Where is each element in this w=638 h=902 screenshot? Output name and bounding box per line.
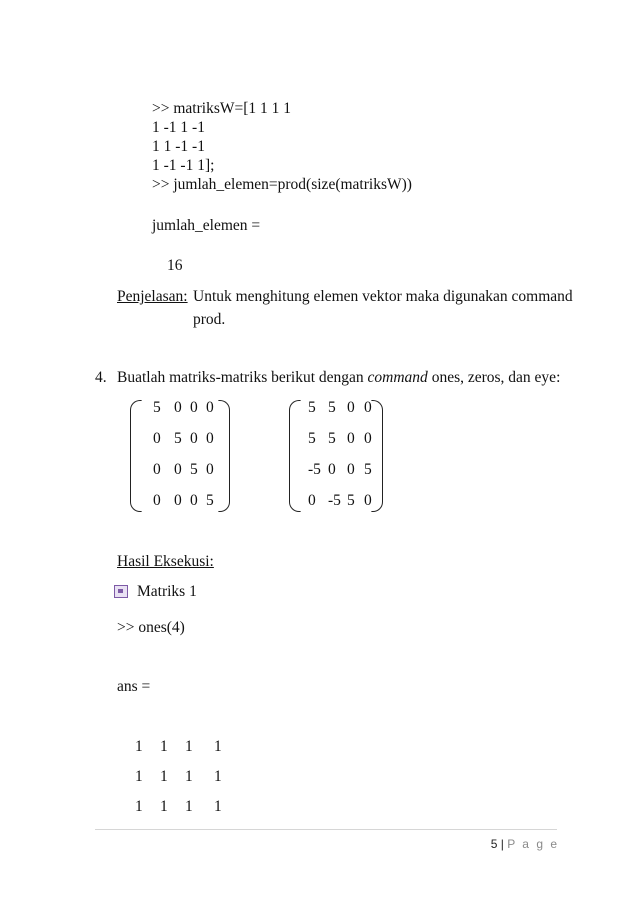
task-text — [117, 369, 560, 387]
matrix-2-right-bracket — [371, 400, 383, 512]
matrix-1-cell: 0 — [174, 492, 182, 509]
ans-row-cell: 1 — [160, 738, 168, 755]
matrix-1-cell: 0 — [190, 492, 198, 509]
bullet-label: Matriks 1 — [137, 583, 197, 600]
ans-row-cell: 1 — [214, 798, 222, 815]
matrix-2-cell: 0 — [347, 430, 355, 447]
matrix-2-cell: 0 — [347, 461, 355, 478]
task-number: 4. — [95, 369, 107, 386]
page-word: P a g e — [507, 837, 559, 851]
matrix-2-cell: 0 — [364, 430, 372, 447]
task-text-prefix: Buatlah matriks-matriks berikut dengan — [117, 369, 368, 386]
matrix-1-cell: 5 — [206, 492, 214, 509]
explanation-label: Penjelasan: — [117, 288, 188, 305]
matrix-2-cell: 5 — [308, 430, 316, 447]
matrix-1-cell: 0 — [206, 430, 214, 447]
matrix-2-cell: 5 — [328, 430, 336, 447]
code-line: >> jumlah_elemen=prod(size(matriksW)) — [152, 176, 412, 193]
ans-row-cell: 1 — [135, 768, 143, 785]
matrix-1-cell: 5 — [190, 461, 198, 478]
matrix-2-cell: -5 — [328, 492, 341, 509]
matrix-2-left-bracket — [289, 400, 301, 512]
command-line: >> ones(4) — [117, 619, 185, 636]
explanation-text-line1: Untuk menghitung elemen vektor maka digunakan command — [193, 288, 573, 305]
explanation-text-line2: prod. — [193, 311, 226, 328]
ans-label: ans = — [117, 678, 151, 695]
ans-row-cell: 1 — [214, 768, 222, 785]
ans-row-cell: 1 — [185, 798, 193, 815]
matrix-1-cell: 0 — [174, 461, 182, 478]
matrix-1-cell: 0 — [153, 492, 161, 509]
matrix-2-cell: 0 — [308, 492, 316, 509]
code-line: >> matriksW=[1 1 1 1 — [152, 100, 292, 117]
result-value: 16 — [167, 257, 183, 274]
matrix-1-left-bracket — [130, 400, 142, 512]
matrix-2-cell: 5 — [347, 492, 355, 509]
matrix-1-cell: 0 — [153, 461, 161, 478]
code-line: 1 -1 1 -1 — [152, 119, 205, 136]
footer-separator: | — [500, 837, 504, 851]
task-text-suffix: ones, zeros, dan eye: — [427, 369, 561, 386]
matrix-2-cell: 0 — [364, 399, 372, 416]
matrix-1-right-bracket — [218, 400, 230, 512]
matrix-1-cell: 0 — [190, 430, 198, 447]
ans-row-cell: 1 — [135, 738, 143, 755]
ans-row-cell: 1 — [160, 768, 168, 785]
matrix-2-cell: 0 — [328, 461, 336, 478]
matrix-2-cell: -5 — [308, 461, 321, 478]
result-label: jumlah_elemen = — [152, 217, 261, 234]
ans-row-cell: 1 — [185, 738, 193, 755]
code-line: 1 1 -1 -1 — [152, 138, 205, 155]
matrix-2-cell: 0 — [364, 492, 372, 509]
page-number: 5 — [490, 837, 498, 851]
matrix-1-cell: 5 — [174, 430, 182, 447]
matrix-1-cell: 0 — [190, 399, 198, 416]
ans-row-cell: 1 — [160, 798, 168, 815]
matrix-1-cell: 0 — [153, 430, 161, 447]
bullet-square-icon — [114, 585, 128, 598]
ans-row-cell: 1 — [135, 798, 143, 815]
matrix-2-cell: 5 — [328, 399, 336, 416]
page-footer — [491, 837, 559, 851]
matrix-2-cell: 5 — [364, 461, 372, 478]
matrix-1-cell: 0 — [206, 461, 214, 478]
matrix-1-cell: 0 — [174, 399, 182, 416]
matrix-2-cell: 0 — [347, 399, 355, 416]
matrix-1-cell: 5 — [153, 399, 161, 416]
matrix-1-cell: 0 — [206, 399, 214, 416]
ans-row-cell: 1 — [214, 738, 222, 755]
matrix-2-cell: 5 — [308, 399, 316, 416]
task-command-word: command — [367, 369, 428, 386]
execution-heading: Hasil Eksekusi: — [117, 553, 214, 570]
code-line: 1 -1 -1 1]; — [152, 157, 215, 174]
footer-divider — [95, 829, 557, 830]
ans-row-cell: 1 — [185, 768, 193, 785]
